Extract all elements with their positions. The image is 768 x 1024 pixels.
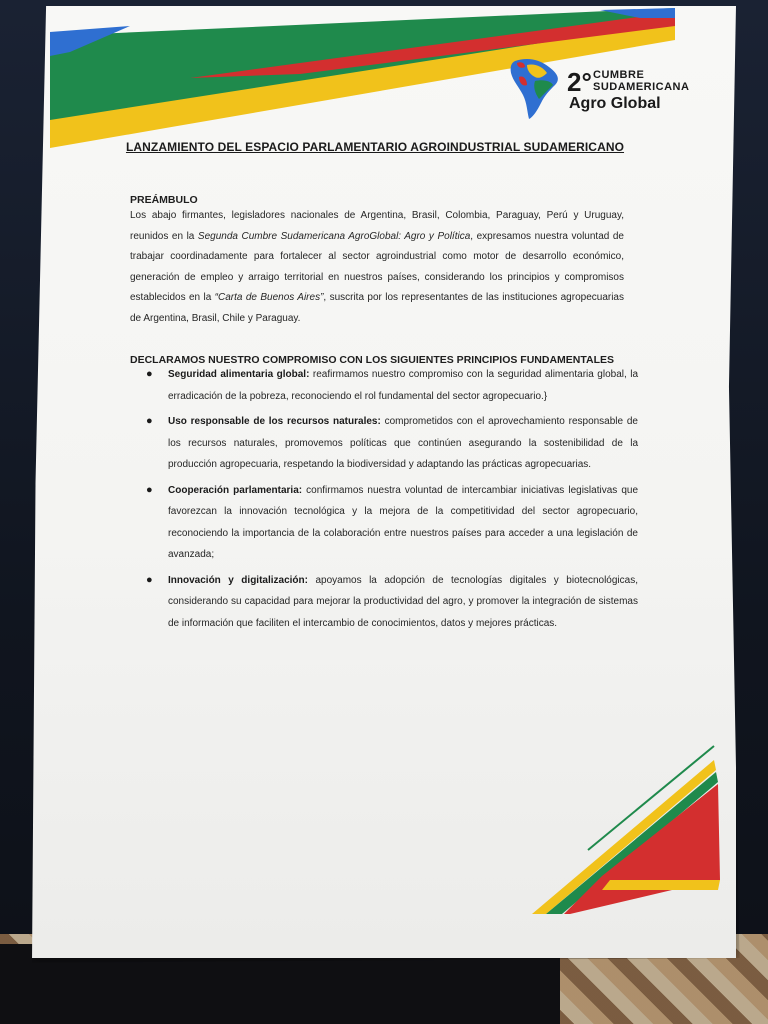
bullet-label: Innovación y digitalización: <box>168 574 308 586</box>
bullet-icon: ● <box>146 573 153 586</box>
principles-heading: DECLARAMOS NUESTRO COMPROMISO CON LOS SIGUIENTES PRINCIPIOS FUNDAMENTALES <box>130 354 614 366</box>
bullet-label: Uso responsable de los recursos naturales: <box>168 416 381 427</box>
preamble-text-2: , expresamos nuestra voluntad de trabajar coordinadamente para fortalecer al sector agroindustrial como motor de desarrollo económico, generación de empleo y arraigo territorial en nuestros países, considerando los principios y compromisos establecidos en la <box>130 230 624 303</box>
logo-sudamericana: SUDAMERICANA <box>593 81 690 93</box>
cumbre-logo <box>505 55 690 125</box>
document-title: LANZAMIENTO DEL ESPACIO PARLAMENTARIO AGROINDUSTRIAL SUDAMERICANO <box>125 140 625 154</box>
preamble-text-3: , suscrita por los representantes de las instituciones agropecuarias de Argentina, Brasil, Chile y Paraguay. <box>130 292 624 324</box>
preamble-text-1: Los abajo firmantes, legisladores nacionales de Argentina, Brasil, Colombia, Paraguay, Perú y Uruguay, reunidos en la <box>130 210 624 242</box>
bullet-label: Seguridad alimentaria global: <box>168 369 310 380</box>
list-item <box>146 480 638 566</box>
bullet-text: reafirmamos nuestro compromiso con la seguridad alimentaria global, la erradicación de la pobreza, reconociendo el rol fundamental del sector agropecuario.} <box>168 369 639 402</box>
yellow-bar <box>602 880 720 890</box>
red-stripe <box>564 784 720 914</box>
bullet-icon: ● <box>146 415 153 427</box>
south-america-map-icon <box>505 55 565 121</box>
preamble-italic-2: “Carta de Buenos Aires” <box>214 292 324 303</box>
list-item <box>146 570 638 635</box>
list-item <box>146 364 638 407</box>
preamble-italic-1: Segunda Cumbre Sudamericana AgroGlobal: Agro y Política <box>197 230 471 242</box>
bullet-label: Cooperación parlamentaria: <box>168 484 303 496</box>
preamble-heading: PREÁMBULO <box>130 194 198 206</box>
bullet-icon: ● <box>146 368 153 380</box>
list-item <box>146 411 638 476</box>
preamble-paragraph <box>130 206 624 329</box>
logo-agro-global: Agro Global <box>569 95 661 112</box>
footer-color-stripes <box>530 740 730 920</box>
bullet-text: comprometidos con el aprovechamiento responsable de los recursos naturales, promovemos políticas que continúen asegurando la sostenibilidad de la producción agropecuaria, respetando la biodiversidad y adaptando las prácticas agropecuarias. <box>168 416 638 470</box>
principles-list <box>146 364 638 638</box>
bullet-text: apoyamos la adopción de tecnologías digitales y biotecnológicas, considerando su capacidad para mejorar la productividad del agro, y promover la integración de sistemas de información que faciliten el intercambio de conocimientos, datos y mejores prácticas. <box>168 574 638 629</box>
logo-number: 2° <box>567 67 592 97</box>
bullet-icon: ● <box>146 483 153 496</box>
logo-cumbre: CUMBRE <box>593 69 645 81</box>
bullet-text: confirmamos nuestra voluntad de intercambiar iniciativas legislativas que favorezcan la innovación tecnológica y la mejora de la competitividad del sector agropecuario, reconociendo la importancia de la colaboración entre nuestros países para acceder a una legislación de avanzada; <box>168 484 639 560</box>
